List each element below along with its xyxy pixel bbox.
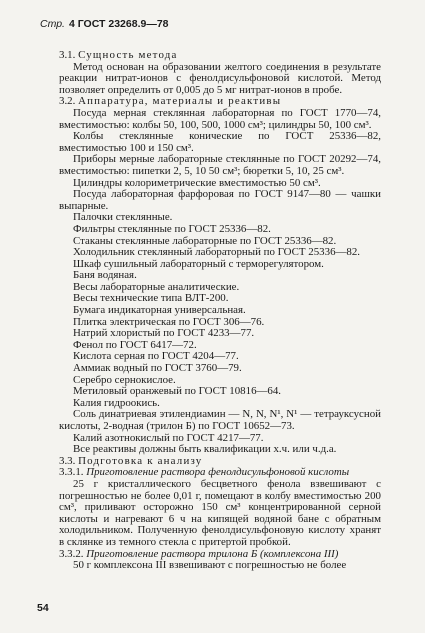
section-title: Подготовка к анализу xyxy=(78,454,203,467)
running-header xyxy=(40,18,169,30)
section-3-1-body: Метод основан на образовании желтого соединения в результате реакции нитрат-ионов с фенолдисульфоновой кислотой. Метод позволяет определить от 0,005 до 5 мг нитрат-ионов в пробе. xyxy=(59,60,381,96)
list-item: Весы лабораторные аналитические. xyxy=(73,280,240,293)
section-title: Аппаратура, материалы и реактивы xyxy=(78,95,282,108)
list-item: Аммиак водный по ГОСТ 3760—79. xyxy=(73,362,242,375)
list-item: Весы технические типа ВЛТ-200. xyxy=(73,292,229,305)
list-item: Фенол по ГОСТ 6417—72. xyxy=(73,338,197,351)
section-title: Приготовление раствора трилона Б (комплексона III) xyxy=(86,547,339,560)
list-item: Плитка электрическая по ГОСТ 306—76. xyxy=(73,315,265,328)
list-item: Шкаф сушильный лабораторный с терморегулятором. xyxy=(73,257,324,270)
list-item: Все реактивы должны быть квалификации х.ч. или ч.д.а. xyxy=(73,443,337,456)
list-item: Цилиндры колориметрические вместимостью 50 см³. xyxy=(73,176,321,189)
header-page: 4 xyxy=(68,18,75,30)
section-number: 3.3.2. xyxy=(59,547,84,560)
list-item: Посуда лабораторная фарфоровая по ГОСТ 9147—80 — чашки выпарные. xyxy=(59,188,381,212)
list-item: Холодильник стеклянный лабораторный по ГОСТ 25336—82. xyxy=(73,246,361,259)
header-standard: ГОСТ 23268.9—78 xyxy=(77,18,169,30)
header-page-label: Стр. xyxy=(40,18,65,30)
section-3-3-2-body: 50 г комплексона III взвешивают с погрешностью не более xyxy=(73,559,347,572)
list-item: Метиловый оранжевый по ГОСТ 10816—64. xyxy=(73,385,282,398)
section-number: 3.3. xyxy=(59,454,76,467)
list-item: Палочки стеклянные. xyxy=(73,211,173,224)
list-item: Натрий хлористый по ГОСТ 4233—77. xyxy=(73,327,255,340)
page-number: 54 xyxy=(37,602,49,614)
section-title: Сущность метода xyxy=(78,49,178,61)
list-item: Бумага индикаторная универсальная. xyxy=(73,304,246,317)
list-item: Калия гидроокись. xyxy=(73,396,160,409)
list-item: Кислота серная по ГОСТ 4204—77. xyxy=(73,350,239,363)
list-item: Соль динатриевая этилендиамин — N, N, N¹, N¹ — тетрауксусной кислоты, 2-водная (трилон Б) по ГОСТ 10652—73. xyxy=(59,408,381,432)
section-title: Приготовление раствора фенолдисульфоновой кислоты xyxy=(86,466,350,479)
section-number: 3.3.1. xyxy=(59,466,84,479)
list-item: Колбы стеклянные конические по ГОСТ 25336—82, вместимостью 100 и 150 см³. xyxy=(59,130,381,154)
section-number: 3.2. xyxy=(59,95,76,108)
body-text xyxy=(59,50,381,572)
section-3-1-heading xyxy=(59,50,381,62)
list-item: Стаканы стеклянные лабораторные по ГОСТ 25336—82. xyxy=(73,234,337,247)
list-item: Посуда мерная стеклянная лабораторная по ГОСТ 1770—74, вместимостью: колбы 50, 100, 500, 1000 см³; цилиндры 50, 100 см³. xyxy=(59,106,381,131)
list-item: Баня водяная. xyxy=(73,269,137,282)
list-item: Приборы мерные лабораторные стеклянные по ГОСТ 20292—74, вместимостью: пипетки 2, 5, 10 50 см³; бюретки 5, 10, 25 см³. xyxy=(59,153,381,177)
list-item: Серебро сернокислое. xyxy=(73,373,176,386)
section-3-3-1-body: 25 г кристаллического бесцветного фенола взвешивают с погрешностью не более 0,01 г, помещают в колбу вместимостью 200 см³, приливают осторожно 150 см³ концентрированной серной кислоты и нагревают 6 ч на кипящей водяной бане с обратным холодильником. Полученную фенолдисульфоновую кислоту хранят в склянке из темного стекла с притертой пробкой. xyxy=(59,477,381,548)
list-item: Калий азотнокислый по ГОСТ 4217—77. xyxy=(73,431,264,444)
list-item: Фильтры стеклянные по ГОСТ 25336—82. xyxy=(73,222,271,235)
section-number: 3.1. xyxy=(59,49,76,61)
